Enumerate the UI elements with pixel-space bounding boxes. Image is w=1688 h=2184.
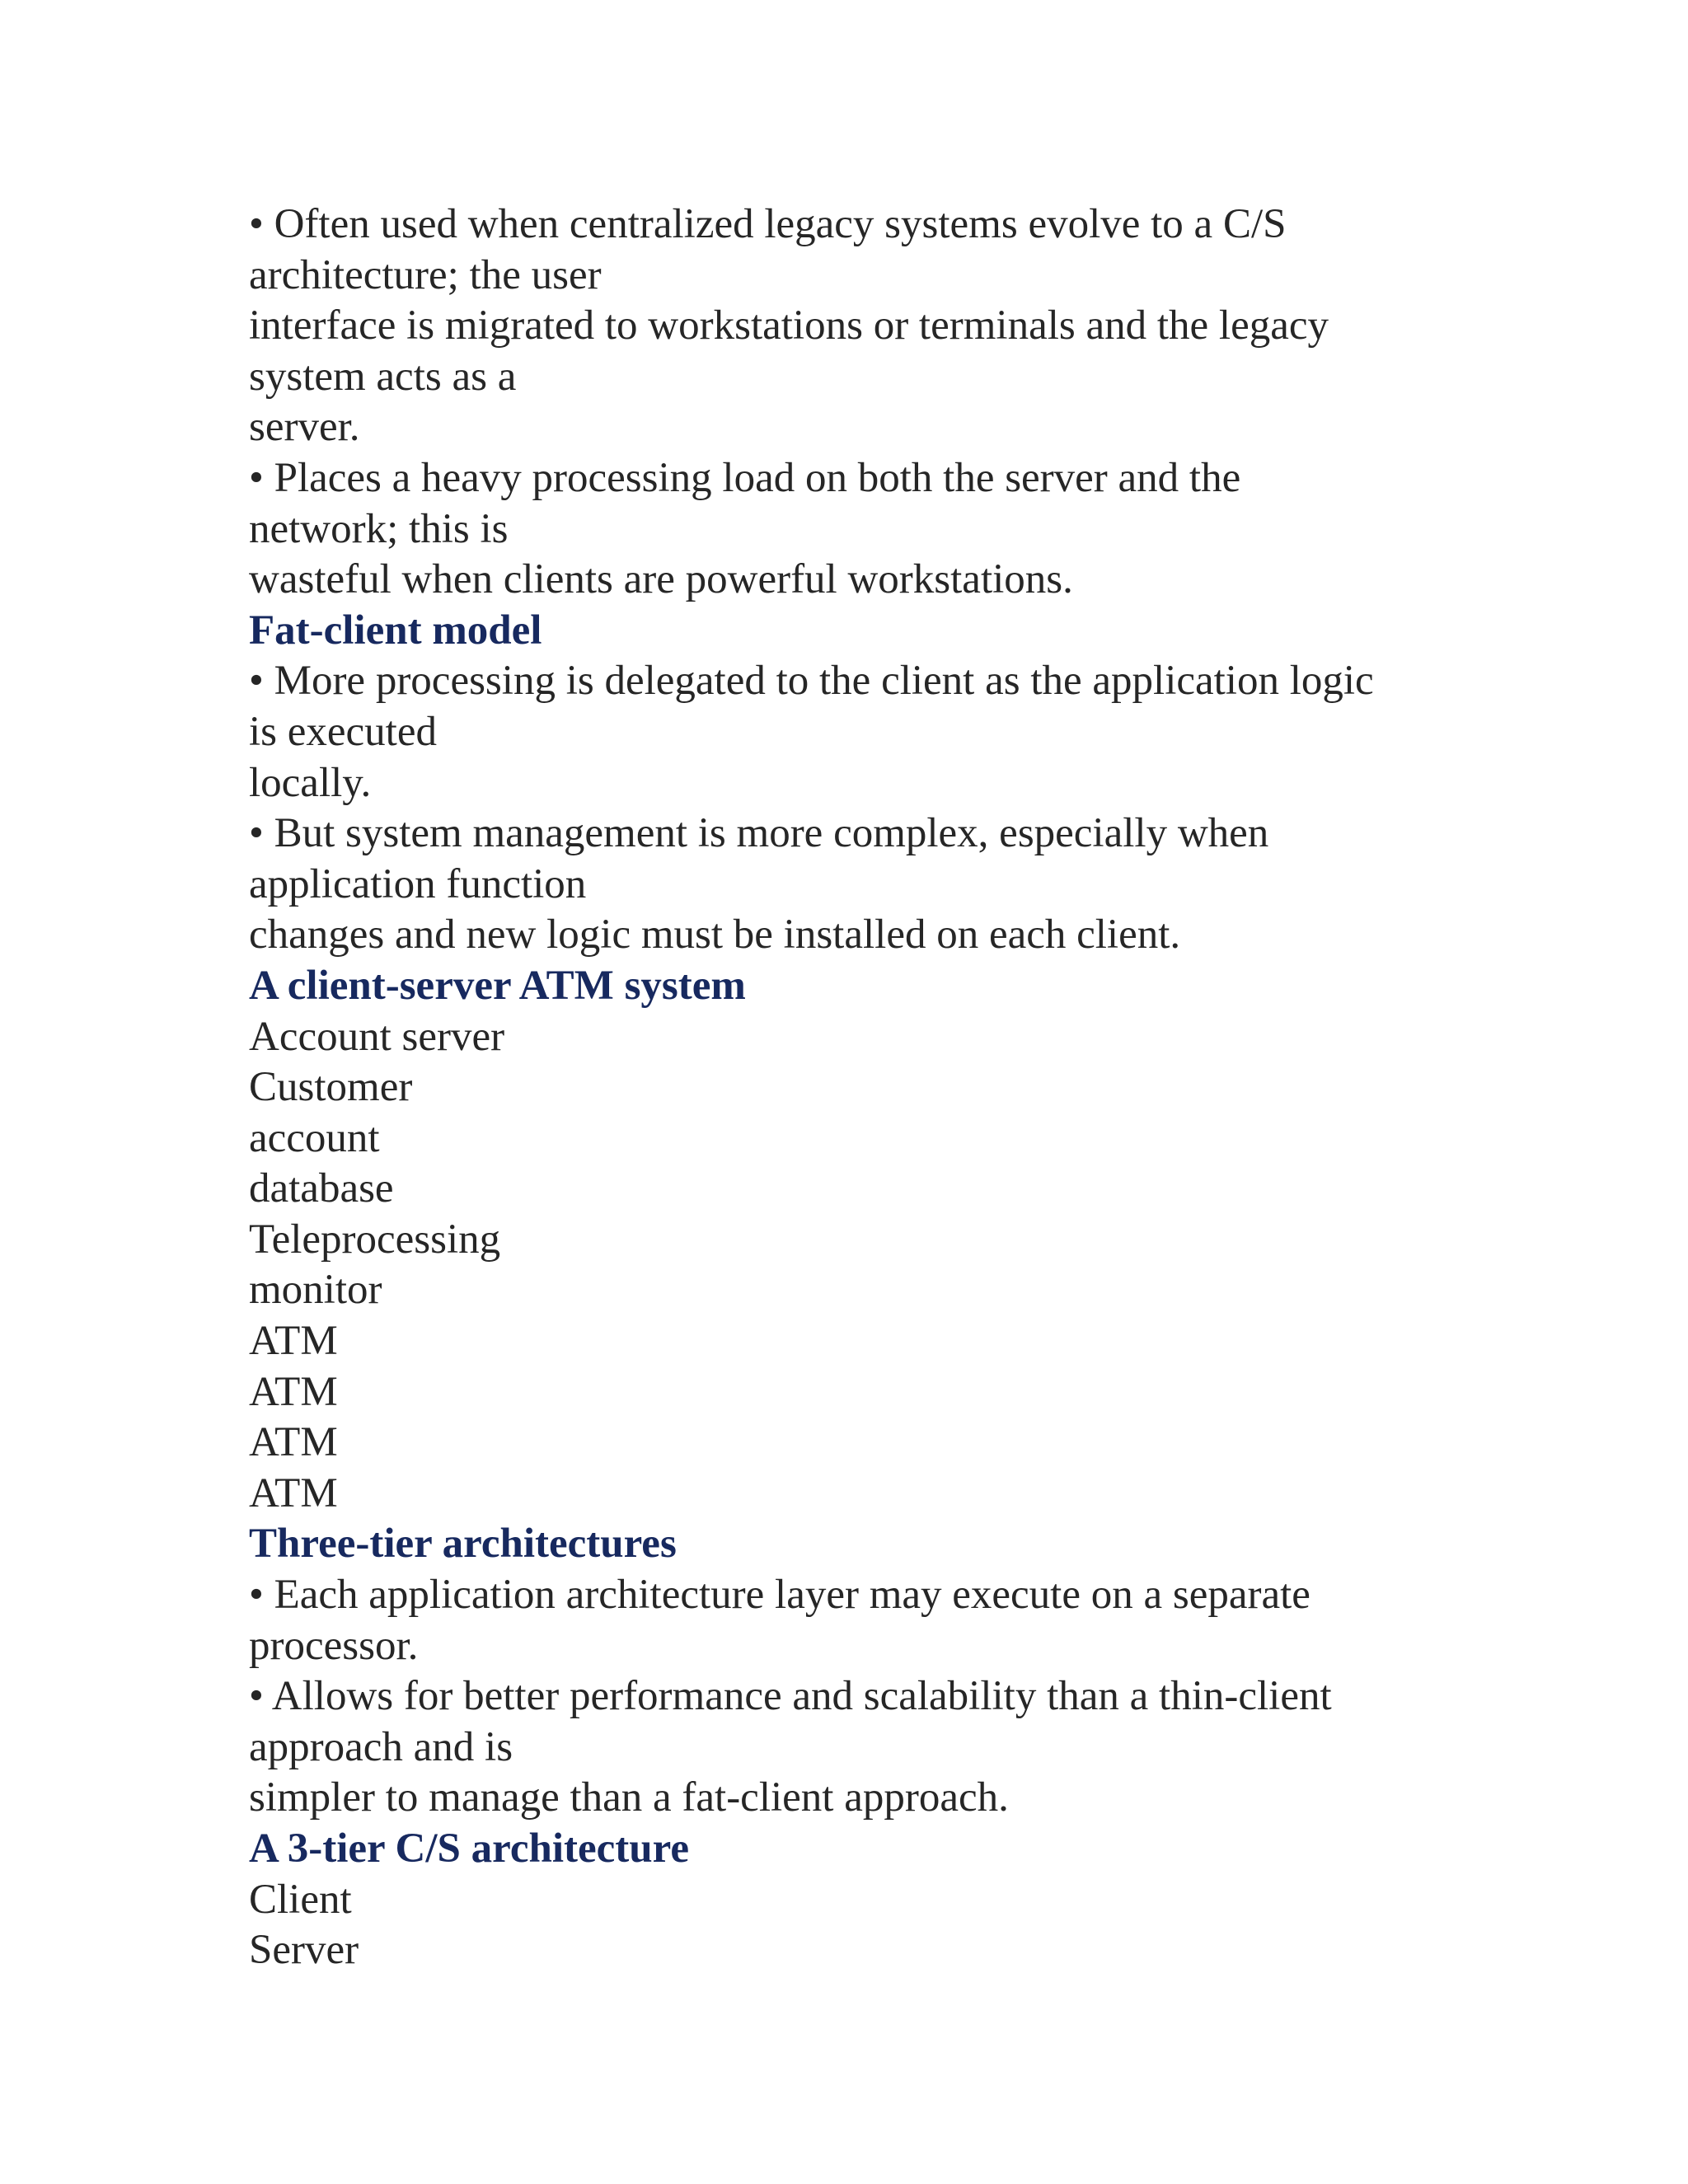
- body-text-line: application function: [249, 860, 587, 907]
- body-text-line: interface is migrated to workstations or terminals and the legacy: [249, 302, 1329, 349]
- section-heading: Fat-client model: [249, 607, 542, 654]
- body-text-line: simpler to manage than a fat-client approach.: [249, 1774, 1009, 1821]
- body-text-line: wasteful when clients are powerful workstations.: [249, 556, 1073, 603]
- body-text-line: network; this is: [249, 505, 509, 552]
- body-text-line: changes and new logic must be installed on each client.: [249, 912, 1181, 958]
- body-text-line: Client: [249, 1876, 352, 1923]
- body-text-line: architecture; the user: [249, 251, 602, 298]
- body-text-line: ATM: [249, 1368, 338, 1415]
- section-heading: A 3-tier C/S architecture: [249, 1825, 689, 1872]
- body-text-line: • Allows for better performance and scalability than a thin-client: [249, 1673, 1332, 1720]
- body-text-line: ATM: [249, 1469, 338, 1516]
- body-text-line: Account server: [249, 1013, 505, 1060]
- body-text-line: ATM: [249, 1318, 338, 1365]
- body-text-line: Customer: [249, 1064, 413, 1111]
- section-heading: A client-server ATM system: [249, 962, 746, 1009]
- body-text-line: server.: [249, 404, 360, 451]
- body-text-line: • Often used when centralized legacy systems evolve to a C/S: [249, 201, 1287, 247]
- section-heading: Three-tier architectures: [249, 1521, 677, 1568]
- body-text-line: is executed: [249, 708, 437, 755]
- body-text-line: processor.: [249, 1622, 419, 1669]
- body-text-line: • But system management is more complex, especially when: [249, 810, 1269, 857]
- body-text-line: • Places a heavy processing load on both the server and the: [249, 454, 1241, 501]
- body-text-line: • More processing is delegated to the client as the application logic: [249, 658, 1374, 705]
- document-page: [249, 199, 1535, 1976]
- body-text-line: Teleprocessing: [249, 1216, 501, 1263]
- body-text-line: account: [249, 1114, 380, 1161]
- body-text-line: database: [249, 1165, 394, 1212]
- body-text-line: ATM: [249, 1419, 338, 1466]
- body-text-line: system acts as a: [249, 353, 517, 400]
- body-text-line: locally.: [249, 759, 372, 806]
- body-text-line: Server: [249, 1927, 359, 1974]
- body-text-line: approach and is: [249, 1723, 513, 1770]
- body-text-line: monitor: [249, 1267, 382, 1314]
- body-text-line: • Each application architecture layer may execute on a separate: [249, 1572, 1311, 1619]
